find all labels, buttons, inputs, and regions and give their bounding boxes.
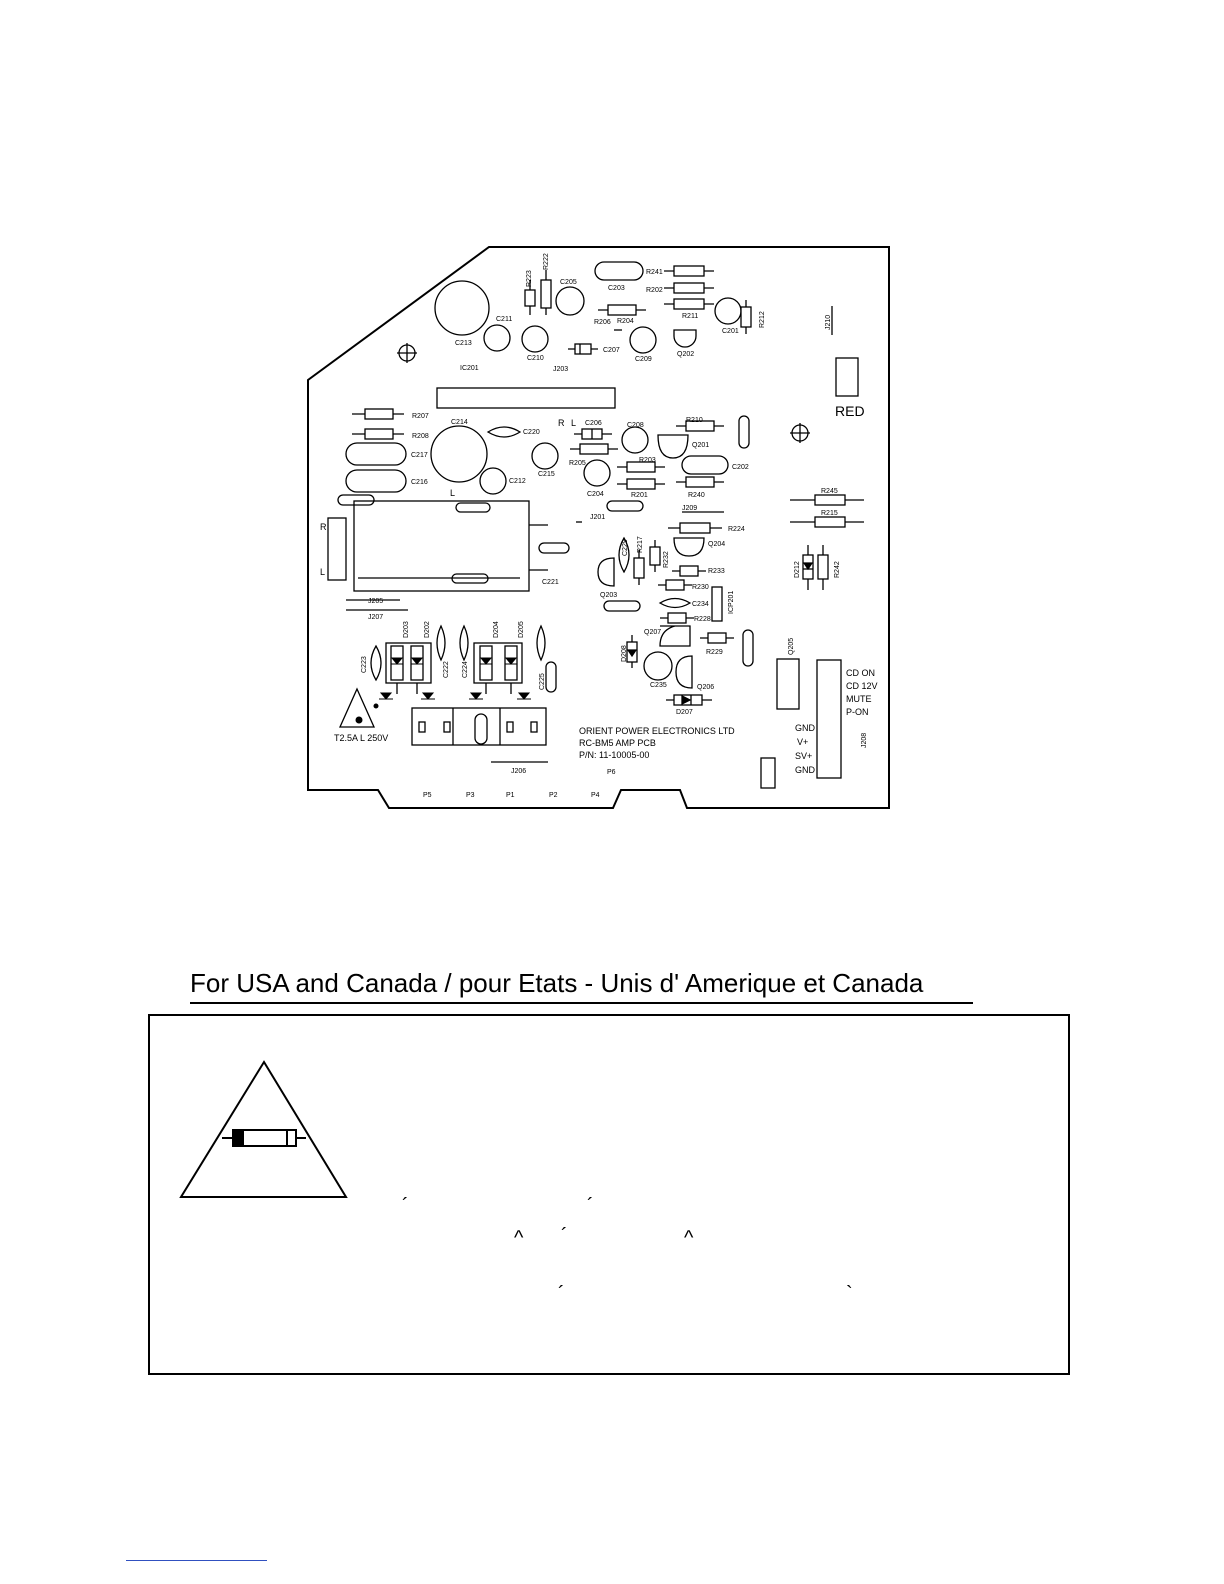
j208-label-mute: MUTE (846, 694, 872, 704)
svg-text:C206: C206 (585, 420, 602, 427)
resistor-r224 (668, 523, 722, 533)
resistor-r217 (634, 550, 644, 585)
svg-text:Q201: Q201 (692, 442, 710, 449)
capacitor-c215 (532, 443, 558, 469)
svg-text:R230: R230 (692, 584, 709, 591)
resistor-r208 (352, 429, 404, 439)
resistor-r228 (660, 613, 694, 623)
svg-text:R206: R206 (594, 319, 611, 326)
svg-text:J207: J207 (368, 614, 384, 621)
connector-q205 (777, 659, 799, 709)
svg-text:C220: C220 (523, 429, 540, 436)
capacitor-c216 (346, 470, 406, 492)
resistor-r212 (741, 300, 751, 334)
j208-label-gnd-1: GND (795, 723, 815, 733)
svg-text:R228: R228 (694, 616, 711, 623)
resistor-r229 (700, 633, 734, 643)
svg-text:P5: P5 (423, 792, 432, 799)
resistor-r215 (790, 517, 864, 527)
svg-text:C222: C222 (443, 661, 450, 678)
svg-text:C210: C210 (527, 355, 544, 362)
svg-text:ICP201: ICP201 (728, 590, 735, 614)
svg-text:C225: C225 (539, 673, 546, 690)
svg-text:R240: R240 (688, 492, 705, 499)
resistor-r242 (818, 545, 828, 590)
mounting-hole-right (790, 423, 810, 443)
channel-mark-l: L (571, 418, 577, 428)
svg-text:C211: C211 (496, 316, 513, 323)
j208-label-v-plus: V+ (797, 737, 809, 747)
capacitor-c235 (644, 652, 672, 680)
accent-mark: ´ (402, 1195, 409, 1217)
svg-text:C208: C208 (627, 422, 644, 429)
channel-mark-r: R (558, 418, 565, 428)
svg-text:J210: J210 (825, 314, 832, 330)
svg-text:C214: C214 (451, 419, 468, 426)
svg-text:J205: J205 (368, 598, 384, 605)
wire-color-red: RED (835, 403, 865, 419)
resistor-r240 (676, 477, 724, 487)
svg-text:C216: C216 (411, 479, 428, 486)
svg-text:J203: J203 (553, 366, 569, 373)
region-caption: For USA and Canada / pour Etats - Unis d' Amerique et Canada (190, 968, 924, 998)
j208-label-p-on: P-ON (846, 707, 869, 717)
resistor-r207 (352, 409, 404, 419)
svg-text:R232: R232 (663, 551, 670, 568)
capacitor-c223 (371, 646, 381, 680)
svg-text:R222: R222 (543, 253, 550, 270)
transistor-q203 (598, 558, 614, 586)
capacitor-c224 (460, 626, 468, 660)
capacitor-c209 (630, 327, 656, 353)
diode-c206 (574, 429, 612, 439)
svg-text:R210: R210 (686, 417, 703, 424)
svg-text:R204: R204 (617, 318, 634, 325)
channel-mark-l-amp: L (450, 488, 456, 498)
capacitor-c205 (556, 287, 584, 315)
resistor-r232 (650, 540, 660, 572)
diode-d207 (666, 695, 712, 705)
capacitor-c213 (435, 281, 489, 335)
j208-label-cd-on: CD ON (846, 668, 875, 678)
svg-text:C204: C204 (587, 491, 604, 498)
connector-red (836, 358, 858, 396)
diode-d208 (627, 635, 637, 668)
svg-text:C205: C205 (560, 279, 577, 286)
resistor-r211 (664, 299, 714, 309)
transistor-q201 (658, 435, 688, 458)
svg-text:R224: R224 (728, 526, 745, 533)
fuse-warning-box (148, 1014, 1070, 1375)
svg-text:R217: R217 (637, 536, 644, 553)
svg-text:D205: D205 (518, 621, 525, 638)
capacitor-c202 (682, 456, 728, 474)
connector-j205-rl (328, 518, 346, 580)
svg-text:IC201: IC201 (460, 365, 479, 372)
board-note-model: RC-BM5 AMP PCB (579, 738, 656, 748)
accent-mark: ´ (561, 1225, 568, 1247)
svg-text:R207: R207 (412, 413, 429, 420)
resistor-r230 (658, 580, 692, 590)
accent-mark: ´ (558, 1283, 565, 1305)
svg-text:Q203: Q203 (600, 592, 618, 599)
capacitor-c212 (480, 468, 506, 494)
svg-text:D204: D204 (493, 621, 500, 638)
board-note-part-number: P/N: 11-10005-00 (579, 750, 650, 760)
svg-text:R205: R205 (569, 460, 586, 467)
svg-text:C224: C224 (462, 661, 469, 678)
capacitor-c204 (584, 460, 610, 486)
connector-j208 (817, 660, 841, 778)
svg-text:C235: C235 (650, 682, 667, 689)
svg-text:J208: J208 (861, 732, 868, 748)
capacitor-c201 (715, 298, 741, 324)
svg-text:R212: R212 (759, 311, 766, 328)
svg-text:P3: P3 (466, 792, 475, 799)
j208-label-sv-plus: SV+ (795, 751, 813, 761)
ic201-heatsink (437, 388, 615, 408)
svg-text:D203: D203 (403, 621, 410, 638)
svg-text:J209: J209 (682, 505, 698, 512)
svg-text:C229: C229 (622, 539, 629, 556)
svg-text:R211: R211 (682, 313, 699, 320)
svg-text:C203: C203 (608, 285, 625, 292)
svg-text:R208: R208 (412, 433, 429, 440)
svg-text:R233: R233 (708, 568, 725, 575)
capacitor-c214 (431, 426, 487, 482)
svg-text:Q205: Q205 (788, 637, 795, 655)
footer-link-underline[interactable] (126, 1560, 267, 1561)
accent-mark: ^ (684, 1227, 694, 1249)
connector-j206 (412, 708, 546, 745)
svg-text:C215: C215 (538, 471, 555, 478)
svg-text:C223: C223 (361, 656, 368, 673)
j208-label-cd-12v: CD 12V (846, 681, 878, 691)
resistor-r233 (672, 566, 706, 576)
svg-text:C217: C217 (411, 452, 428, 459)
svg-text:P6: P6 (607, 769, 616, 776)
svg-text:P1: P1 (506, 792, 515, 799)
resistor-r202 (664, 283, 714, 293)
svg-text:R201: R201 (631, 492, 648, 499)
diode-d212 (803, 545, 813, 590)
capacitor-c208 (622, 427, 648, 453)
resistor-r222 (541, 270, 551, 315)
svg-text:R241: R241 (646, 269, 663, 276)
board-note-manufacturer: ORIENT POWER ELECTRONICS LTD (579, 726, 735, 736)
resistor-r201 (617, 479, 665, 489)
svg-text:Q204: Q204 (708, 541, 726, 548)
caption-underline (190, 1002, 973, 1004)
fuse-icp201 (712, 587, 722, 621)
svg-text:P4: P4 (591, 792, 600, 799)
svg-text:R245: R245 (821, 488, 838, 495)
svg-text:D208: D208 (621, 645, 628, 662)
svg-text:J206: J206 (511, 768, 527, 775)
svg-text:R229: R229 (706, 649, 723, 656)
capacitor-c222 (437, 626, 445, 660)
resistor-r245 (790, 495, 864, 505)
transistor-q202 (674, 330, 696, 347)
svg-text:D202: D202 (424, 621, 431, 638)
svg-text:R223: R223 (526, 270, 533, 287)
svg-text:C209: C209 (635, 356, 652, 363)
svg-text:J201: J201 (590, 514, 606, 521)
resistor-r205 (570, 444, 618, 454)
svg-text:Q206: Q206 (697, 684, 715, 691)
capacitor-c210 (522, 326, 548, 352)
svg-text:C212: C212 (509, 478, 526, 485)
resistor-r241 (664, 266, 714, 276)
svg-text:R215: R215 (821, 510, 838, 517)
capacitor-c234 (660, 599, 690, 608)
diode-c207 (568, 344, 598, 354)
capacitor-c225 (537, 626, 545, 660)
capacitor-c217 (346, 443, 406, 465)
transistor-q206 (676, 656, 692, 688)
channel-mark-l-side: L (320, 567, 326, 577)
svg-text:P2: P2 (549, 792, 558, 799)
j208-label-gnd-2: GND (795, 765, 815, 775)
svg-text:D207: D207 (676, 709, 693, 716)
svg-text:C201: C201 (722, 328, 739, 335)
svg-text:C202: C202 (732, 464, 749, 471)
transistor-q204 (674, 538, 704, 556)
resistor-r204 (598, 305, 646, 315)
svg-text:Q202: Q202 (677, 351, 695, 358)
transistor-q207 (660, 626, 690, 646)
accent-mark: ´ (587, 1195, 594, 1217)
capacitor-c211 (484, 325, 510, 351)
diode-block-d203-d202 (386, 643, 431, 683)
svg-text:D212: D212 (794, 561, 801, 578)
svg-text:C234: C234 (692, 601, 709, 608)
accent-mark: ^ (514, 1227, 524, 1249)
svg-text:C213: C213 (455, 340, 472, 347)
mounting-hole-left (397, 343, 417, 363)
accent-mark: ` (846, 1283, 853, 1305)
svg-text:C221: C221 (542, 579, 559, 586)
fuse-rating: T2.5A L 250V (334, 733, 389, 743)
svg-text:C207: C207 (603, 347, 620, 354)
capacitor-c203 (595, 262, 643, 280)
svg-text:R202: R202 (646, 287, 663, 294)
svg-text:Q207: Q207 (644, 629, 662, 636)
svg-text:R242: R242 (834, 561, 841, 578)
channel-mark-r-side: R (320, 522, 327, 532)
capacitor-c220 (488, 427, 520, 437)
svg-text:R203: R203 (639, 457, 656, 464)
diode-block-d204-d205 (474, 643, 522, 683)
